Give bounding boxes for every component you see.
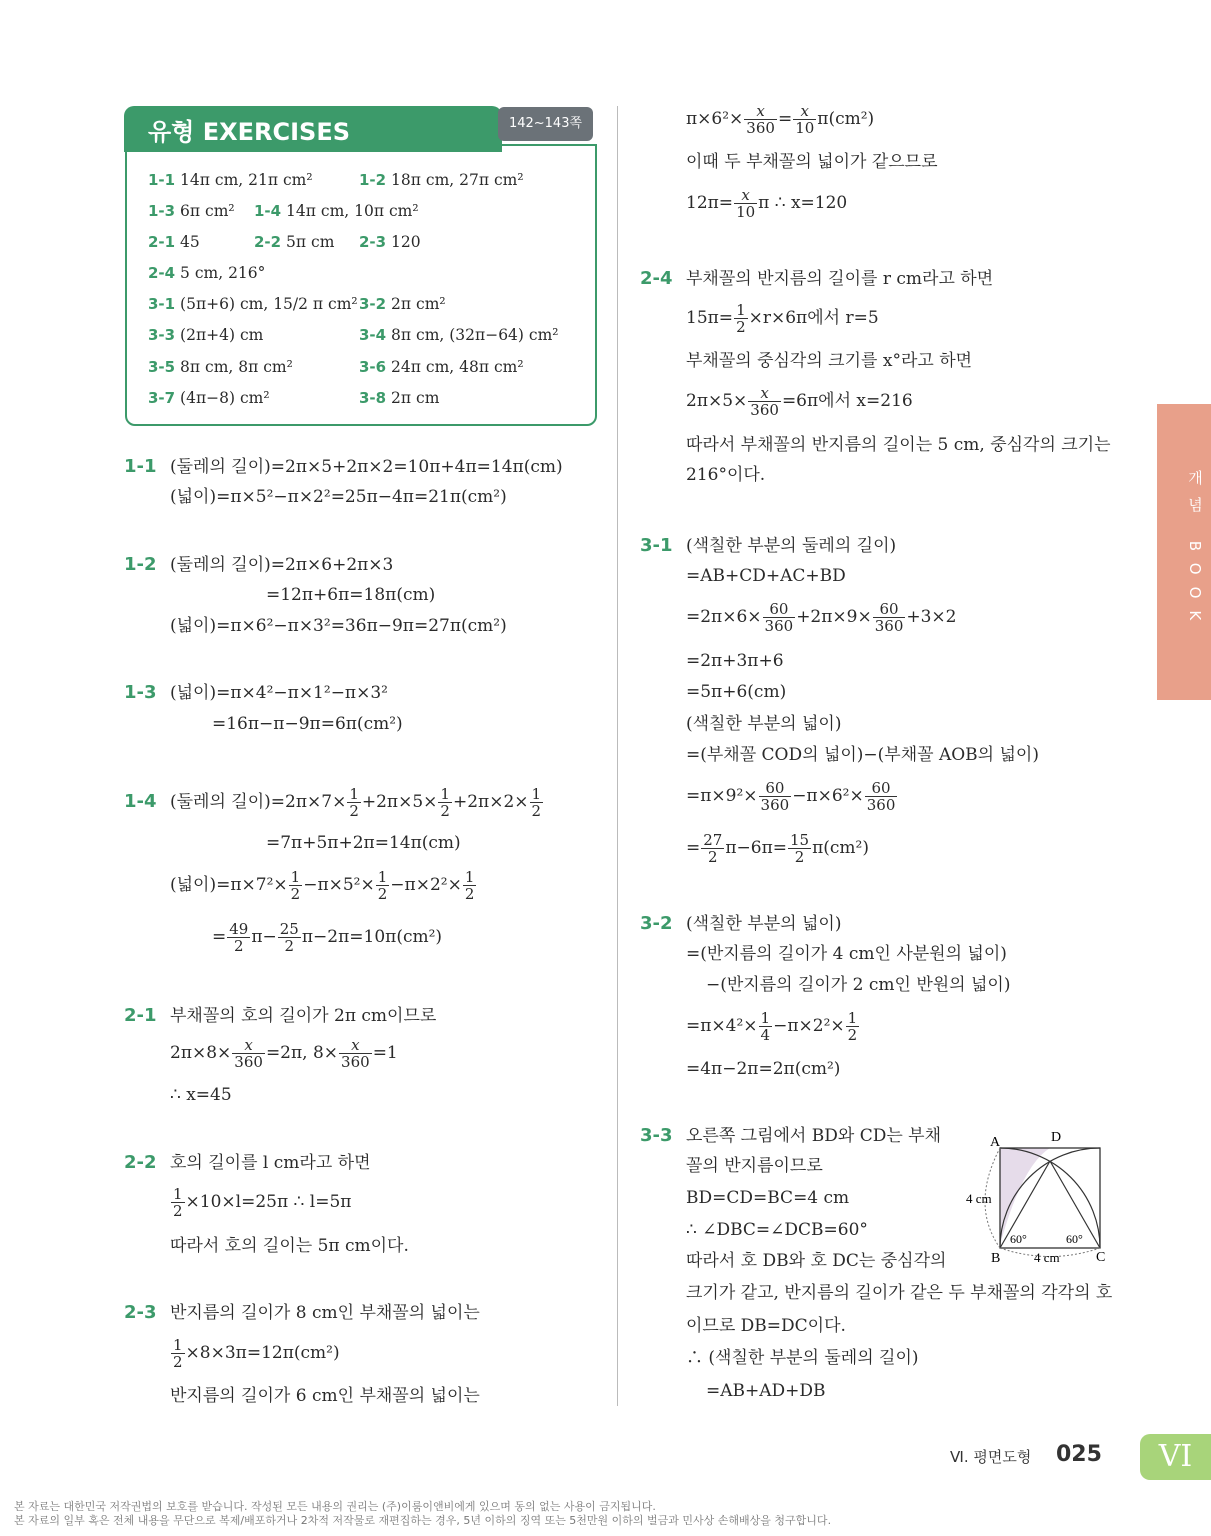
fraction: $\frac{1}{4}$ — [760, 1009, 771, 1044]
label-c: C — [1096, 1250, 1106, 1265]
answer-2-2: 2-2 5π cm — [254, 233, 335, 251]
solution-line: 따라서 호의 길이는 5π cm이다. — [170, 1236, 409, 1256]
answer-3-7: 3-7 (4π−8) cm² — [148, 389, 270, 407]
answer-2-3: 2-3 120 — [359, 233, 421, 251]
solution-line: −(반지름의 길이가 2 cm인 반원의 넓이) — [706, 975, 1011, 995]
angle-b: 60° — [1010, 1232, 1027, 1246]
fraction: $\frac{x}{360}$ — [341, 1036, 370, 1071]
exercises-title: 유형 EXERCISES — [148, 118, 351, 146]
solution-line: (색칠한 부분의 넓이) — [686, 914, 842, 934]
solution-line: 15π= $\frac{1}{2}$ ×r×6π에서 r=5 — [686, 301, 879, 336]
fraction: $\frac{27}{2}$ — [703, 831, 723, 866]
copyright-line: 본 자료의 일부 혹은 전체 내용을 무단으로 복제/배포하거나 2차적 저작물로 재편집하는 경우, 5년 이하의 징역 또는 5천만원 이하의 벌금과 민사상 손해배상을 청구합니다. — [14, 1514, 832, 1527]
solution-line: =AB+CD+AC+BD — [686, 566, 846, 586]
answer-1-3: 1-3 6π cm² — [148, 202, 235, 220]
solution-line: BD=CD=BC=4 cm — [686, 1188, 850, 1208]
fraction: $\frac{60}{360}$ — [866, 779, 896, 814]
label-b: B — [991, 1251, 1001, 1266]
solution-line: 크기가 같고, 반지름의 길이가 같은 두 부채꼴의 각각의 호 — [686, 1283, 1113, 1303]
solution-label-3-3: 3-3 — [640, 1125, 673, 1146]
solution-label-2-1: 2-1 — [124, 1005, 157, 1026]
solution-line: 부채꼴의 중심각의 크기를 x°라고 하면 — [686, 351, 973, 371]
fraction: $\frac{x}{360}$ — [234, 1036, 263, 1071]
answer-3-5: 3-5 8π cm, 8π cm² — [148, 358, 293, 376]
solution-line: =π×4²× $\frac{1}{4}$ −π×2²× $\frac{1}{2}$ — [686, 1009, 858, 1044]
answer-3-2: 3-2 2π cm² — [359, 295, 446, 313]
solution-line: = $\frac{49}{2}$ π− $\frac{25}{2}$ π−2π=10π(cm²) — [212, 920, 443, 955]
fraction: $\frac{1}{2}$ — [847, 1009, 858, 1044]
solution-line: 216°이다. — [686, 465, 766, 485]
shaded-region — [1000, 1148, 1050, 1245]
solution-line: 이때 두 부채꼴의 넓이가 같으므로 — [686, 152, 938, 172]
solution-label-2-2: 2-2 — [124, 1152, 157, 1173]
solution-line: 따라서 부채꼴의 반지름의 길이는 5 cm, 중심각의 크기는 — [686, 435, 1111, 455]
bottom-length: 4 cm — [1034, 1250, 1060, 1265]
solution-line: (둘레의 길이)=2π×7× $\frac{1}{2}$ +2π×5× $\frac{1}{2}$ +2π×2× $\frac{1}{2}$ — [170, 785, 542, 820]
fraction: $\frac{15}{2}$ — [790, 831, 810, 866]
solution-line: 부채꼴의 반지름의 길이를 r cm라고 하면 — [686, 269, 994, 289]
fraction: $\frac{25}{2}$ — [279, 920, 299, 955]
fraction: $\frac{x}{360}$ — [750, 384, 779, 419]
solution-line: 2π×8× $\frac{x}{360}$ =2π, 8× $\frac{x}{360}$ =1 — [170, 1036, 398, 1071]
solution-line: 꼴의 반지름이므로 — [686, 1156, 823, 1176]
footer-chapter: Ⅵ. 평면도형 — [950, 1448, 1032, 1466]
exercises-page-range: 142~143쪽 — [498, 107, 593, 141]
answer-1-2: 1-2 18π cm, 27π cm² — [359, 171, 524, 189]
fraction: $\frac{60}{360}$ — [760, 779, 790, 814]
solution-line: (넓이)=π×7²× $\frac{1}{2}$ −π×5²× $\frac{1}{2}$ −π×2²× $\frac{1}{2}$ — [170, 868, 475, 903]
solution-line: 반지름의 길이가 8 cm인 부채꼴의 넓이는 — [170, 1303, 480, 1323]
chapter-badge: VI — [1140, 1434, 1211, 1480]
answer-3-4: 3-4 8π cm, (32π−64) cm² — [359, 326, 559, 344]
solution-label-1-3: 1-3 — [124, 682, 157, 703]
solution-label-3-2: 3-2 — [640, 913, 673, 934]
fraction: $\frac{1}{2}$ — [290, 868, 301, 903]
solution-line: 오른쪽 그림에서 BD와 CD는 부채 — [686, 1126, 942, 1146]
solution-line: ∴ ∠DBC=∠DCB=60° — [686, 1220, 868, 1240]
solution-line: (넓이)=π×6²−π×3²=36π−9π=27π(cm²) — [170, 616, 507, 636]
angle-c: 60° — [1066, 1232, 1083, 1246]
side-length: 4 cm — [966, 1191, 992, 1206]
fraction: $\frac{1}{2}$ — [464, 868, 475, 903]
solution-line: (둘레의 길이)=2π×6+2π×3 — [170, 555, 394, 575]
solution-line: =2π×6× $\frac{60}{360}$ +2π×9× $\frac{60}{360}$ +3×2 — [686, 600, 957, 635]
solution-label-1-1: 1-1 — [124, 456, 157, 477]
fraction: $\frac{1}{2}$ — [736, 301, 746, 336]
answer-3-3: 3-3 (2π+4) cm — [148, 326, 264, 344]
answer-3-6: 3-6 24π cm, 48π cm² — [359, 358, 524, 376]
solution-line: =(반지름의 길이가 4 cm인 사분원의 넓이) — [686, 944, 1007, 964]
fraction: $\frac{1}{2}$ — [349, 785, 359, 820]
solution-line: (둘레의 길이)=2π×5+2π×2=10π+4π=14π(cm) — [170, 457, 563, 477]
fraction: $\frac{60}{360}$ — [764, 600, 794, 635]
solution-line: = $\frac{27}{2}$ π−6π= $\frac{15}{2}$ π(cm²) — [686, 831, 869, 866]
solution-line: $\frac{1}{2}$ ×8×3π=12π(cm²) — [173, 1336, 340, 1371]
answer-2-1: 2-1 45 — [148, 233, 200, 251]
solution-line: (넓이)=π×4²−π×1²−π×3² — [170, 683, 388, 703]
solution-line: 12π= $\frac{x}{10}$ π ∴ x=120 — [686, 186, 848, 221]
solution-line: 호의 길이를 l cm라고 하면 — [170, 1153, 371, 1173]
fraction: $\frac{1}{2}$ — [173, 1336, 183, 1371]
fraction: $\frac{1}{2}$ — [440, 785, 450, 820]
page-number: 025 — [1056, 1442, 1102, 1467]
fraction: $\frac{x}{360}$ — [746, 102, 775, 137]
solution-line: π×6²× $\frac{x}{360}$ = $\frac{x}{10}$ π(cm²) — [686, 102, 875, 137]
solution-label-3-1: 3-1 — [640, 535, 673, 556]
solution-line: =(부채꼴 COD의 넓이)−(부채꼴 AOB의 넓이) — [686, 745, 1039, 765]
solution-label-2-3: 2-3 — [124, 1302, 157, 1323]
fraction: $\frac{49}{2}$ — [229, 920, 249, 955]
solution-line: =π×9²× $\frac{60}{360}$ −π×6²× $\frac{60}{360}$ — [686, 779, 896, 814]
solution-line: $\frac{1}{2}$ ×10×l=25π ∴ l=5π — [173, 1185, 352, 1220]
solution-line: =AB+AD+DB — [706, 1381, 826, 1401]
solution-label-1-4: 1-4 — [124, 791, 157, 812]
fraction: $\frac{60}{360}$ — [874, 600, 904, 635]
solution-line: (색칠한 부분의 넓이) — [686, 714, 842, 734]
solution-line: 반지름의 길이가 6 cm인 부채꼴의 넓이는 — [170, 1386, 480, 1406]
solution-line: (넓이)=π×5²−π×2²=25π−4π=21π(cm²) — [170, 487, 507, 507]
copyright-line: 본 자료는 대한민국 저작권법의 보호를 받습니다. 작성된 모든 내용의 권리는 (주)이룸이앤비에게 있으며 동의 없는 사용이 금지됩니다. — [14, 1500, 656, 1513]
square-sector-figure — [960, 1125, 1110, 1270]
solution-line: 이므로 DB=DC이다. — [686, 1316, 846, 1336]
fraction: $\frac{x}{10}$ — [736, 186, 756, 221]
solution-line: 2π×5× $\frac{x}{360}$ =6π에서 x=216 — [686, 384, 913, 419]
fraction: $\frac{1}{2}$ — [173, 1185, 183, 1220]
answer-3-8: 3-8 2π cm — [359, 389, 440, 407]
solution-line: =7π+5π+2π=14π(cm) — [266, 833, 461, 853]
solution-label-1-2: 1-2 — [124, 554, 157, 575]
side-tab-label: 개념 BOOK — [1186, 470, 1204, 633]
fraction: $\frac{1}{2}$ — [377, 868, 388, 903]
solution-line: 따라서 호 DB와 호 DC는 중심각의 — [686, 1251, 947, 1271]
answer-1-4: 1-4 14π cm, 10π cm² — [254, 202, 419, 220]
solution-line: ∴ x=45 — [170, 1085, 232, 1105]
column-divider — [617, 106, 618, 1406]
solution-line: =12π+6π=18π(cm) — [266, 585, 436, 605]
solution-line: =16π−π−9π=6π(cm²) — [212, 714, 403, 734]
label-d: D — [1051, 1130, 1062, 1145]
answer-2-4: 2-4 5 cm, 216° — [148, 264, 266, 282]
fraction: $\frac{1}{2}$ — [531, 785, 542, 820]
fraction: $\frac{x}{10}$ — [795, 102, 815, 137]
answer-3-1: 3-1 (5π+6) cm, 15/2 π cm² — [148, 295, 358, 313]
solution-label-2-4: 2-4 — [640, 268, 673, 289]
solution-line: (색칠한 부분의 둘레의 길이) — [686, 536, 897, 556]
solution-line: ∴ (색칠한 부분의 둘레의 길이) — [686, 1348, 919, 1368]
solution-line: =2π+3π+6 — [686, 651, 784, 671]
solution-line: =4π−2π=2π(cm²) — [686, 1059, 841, 1079]
answer-1-1: 1-1 14π cm, 21π cm² — [148, 171, 313, 189]
solution-line: 부채꼴의 호의 길이가 2π cm이므로 — [170, 1006, 437, 1026]
label-a: A — [990, 1135, 1001, 1150]
solution-line: =5π+6(cm) — [686, 682, 787, 702]
